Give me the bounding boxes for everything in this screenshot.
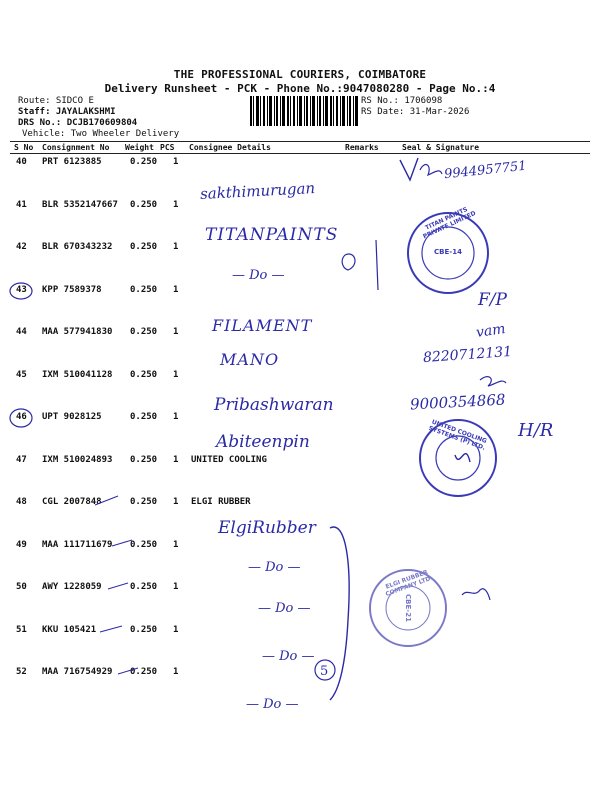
row-weight: 0.250 — [130, 625, 158, 635]
tick-mark-48 — [95, 496, 118, 505]
row-pcs: 1 — [173, 200, 179, 210]
row-consignment: PRT 6123885 — [42, 157, 102, 167]
stamp-titan-label: TITAN PAINTS PRIVATE LIMITED — [422, 205, 477, 241]
col-sno: S No — [14, 143, 34, 152]
col-details: Consignee Details — [189, 143, 271, 152]
row-sno: 42 — [16, 242, 27, 252]
stamp-elgi-label: ELGI RUBBER COMPANY LTD. — [384, 568, 434, 599]
row-weight: 0.250 — [130, 157, 158, 167]
circle-mark-43 — [10, 283, 32, 299]
row-weight: 0.250 — [130, 412, 158, 422]
row-weight: 0.250 — [130, 540, 158, 550]
row-consignment: IXM 510024893 — [42, 455, 113, 465]
row-pcs: 1 — [173, 285, 179, 295]
signature-scribble-46 — [480, 377, 506, 386]
row-details: ELGI RUBBER — [191, 497, 251, 507]
row-pcs: 1 — [173, 412, 179, 422]
row-pcs: 1 — [173, 625, 179, 635]
vehicle-label: Vehicle: Two Wheeler Delivery — [22, 129, 180, 139]
handwritten-ditto-49: — Do — — [248, 560, 301, 575]
route-label: Route: SIDCO E — [18, 96, 94, 106]
stamp-elgi-center: CBE-21 — [404, 594, 412, 622]
signature-stamp-united — [455, 454, 470, 462]
stamp-united-label: UNITED COOLING SYSTEMS (P) LTD. — [427, 418, 488, 452]
row-consignment: KPP 7589378 — [42, 285, 102, 295]
row-pcs: 1 — [173, 455, 179, 465]
handwritten-ditto-50: — Do — — [258, 601, 311, 616]
handwritten-ditto-52: — Do — — [246, 697, 299, 712]
stamp-titan-center: CBE-14 — [434, 248, 462, 256]
col-pcs: PCS — [160, 143, 175, 152]
row-consignment: MAA 111711679 — [42, 540, 113, 550]
row-sno: 40 — [16, 157, 27, 167]
company-title: THE PROFESSIONAL COURIERS, COIMBATORE — [173, 68, 427, 81]
staff-label: Staff: JAYALAKSHMI — [18, 107, 116, 117]
handwritten-remark-43: F/P — [478, 290, 507, 310]
row-sno: 50 — [16, 582, 27, 592]
tick-mark-51 — [100, 626, 122, 632]
col-consignment: Consignment No — [42, 143, 110, 152]
handwritten-remark-47: H/R — [518, 420, 554, 441]
handwritten-phone-46: 9000354868 — [409, 390, 506, 414]
tick-mark-49 — [112, 540, 132, 546]
row-consignment: KKU 105421 — [42, 625, 97, 635]
circle-mark-52-digit: 5 — [320, 664, 329, 679]
row-details: UNITED COOLING — [191, 455, 267, 465]
row-consignment: BLR 5352147667 — [42, 200, 118, 210]
handwritten-consignee-47: Abiteenpin — [216, 432, 310, 452]
row-pcs: 1 — [173, 242, 179, 252]
circle-mark-46 — [10, 409, 32, 427]
row-weight: 0.250 — [130, 285, 158, 295]
row-pcs: 1 — [173, 497, 179, 507]
col-seal-signature: Seal & Signature — [402, 143, 480, 152]
row-weight: 0.250 — [130, 327, 158, 337]
handwritten-phone-45: 8220712131 — [422, 343, 513, 367]
row-sno: 51 — [16, 625, 27, 635]
row-consignment: MAA 716754929 — [42, 667, 113, 677]
row-sno: 44 — [16, 327, 27, 337]
signature-scribble-40 — [420, 165, 442, 175]
handwritten-phone-40: 9944957751 — [443, 158, 528, 183]
row-pcs: 1 — [173, 370, 179, 380]
handwritten-consignee-45: MANO — [220, 350, 280, 369]
row-consignment: AWY 1228059 — [42, 582, 102, 592]
row-pcs: 1 — [173, 667, 179, 677]
row-sno: 46 — [16, 412, 27, 422]
loop-mark-41 — [342, 254, 355, 270]
row-sno: 48 — [16, 497, 27, 507]
handwritten-consignee-48: ElgiRubber — [218, 518, 316, 538]
row-weight: 0.250 — [130, 370, 158, 380]
handwritten-consignee-40: sakthimurugan — [199, 178, 316, 204]
row-weight: 0.250 — [130, 455, 158, 465]
row-consignment: MAA 577941830 — [42, 327, 113, 337]
row-weight: 0.250 — [130, 200, 158, 210]
signature-stamp-elgi — [462, 589, 490, 600]
handwritten-consignee-44: FILAMENT — [212, 316, 313, 335]
row-pcs: 1 — [173, 582, 179, 592]
drs-label: DRS No.: DCJB170609804 — [18, 118, 138, 128]
row-weight: 0.250 — [130, 242, 158, 252]
tick-mark-52 — [118, 668, 138, 674]
rs-number: RS No.: 1706098 — [361, 96, 443, 106]
rs-date: RS Date: 31-Mar-2026 — [361, 107, 470, 117]
row-consignment: IXM 510041128 — [42, 370, 113, 380]
row-sno: 45 — [16, 370, 27, 380]
handwritten-sign-44: vam — [475, 321, 507, 341]
row-sno: 43 — [16, 285, 27, 295]
row-weight: 0.250 — [130, 667, 158, 677]
col-weight: Weight — [125, 143, 154, 152]
row-sno: 47 — [16, 455, 27, 465]
row-consignment: BLR 670343232 — [42, 242, 113, 252]
row-consignment: UPT 9028125 — [42, 412, 102, 422]
row-sno: 41 — [16, 200, 27, 210]
handwritten-consignee-41: TITANPAINTS — [205, 225, 339, 245]
col-remarks: Remarks — [345, 143, 379, 152]
row-pcs: 1 — [173, 540, 179, 550]
row-consignment: CGL 2007848 — [42, 497, 102, 507]
tick-mark-50 — [108, 583, 128, 589]
handwritten-ditto-51: — Do — — [262, 649, 315, 664]
runsheet-subtitle: Delivery Runsheet - PCK - Phone No.:9047080280 - Page No.:4 — [104, 82, 496, 95]
row-pcs: 1 — [173, 157, 179, 167]
row-weight: 0.250 — [130, 497, 158, 507]
bracket-line-48 — [330, 527, 349, 700]
row-pcs: 1 — [173, 327, 179, 337]
row-sno: 49 — [16, 540, 27, 550]
handwritten-consignee-46: Pribashwaran — [214, 395, 334, 415]
handwritten-ditto-43: — Do — — [232, 268, 285, 283]
row-weight: 0.250 — [130, 582, 158, 592]
row-sno: 52 — [16, 667, 27, 677]
bracket-line-41 — [376, 240, 378, 290]
signature-tick-40 — [400, 158, 418, 180]
